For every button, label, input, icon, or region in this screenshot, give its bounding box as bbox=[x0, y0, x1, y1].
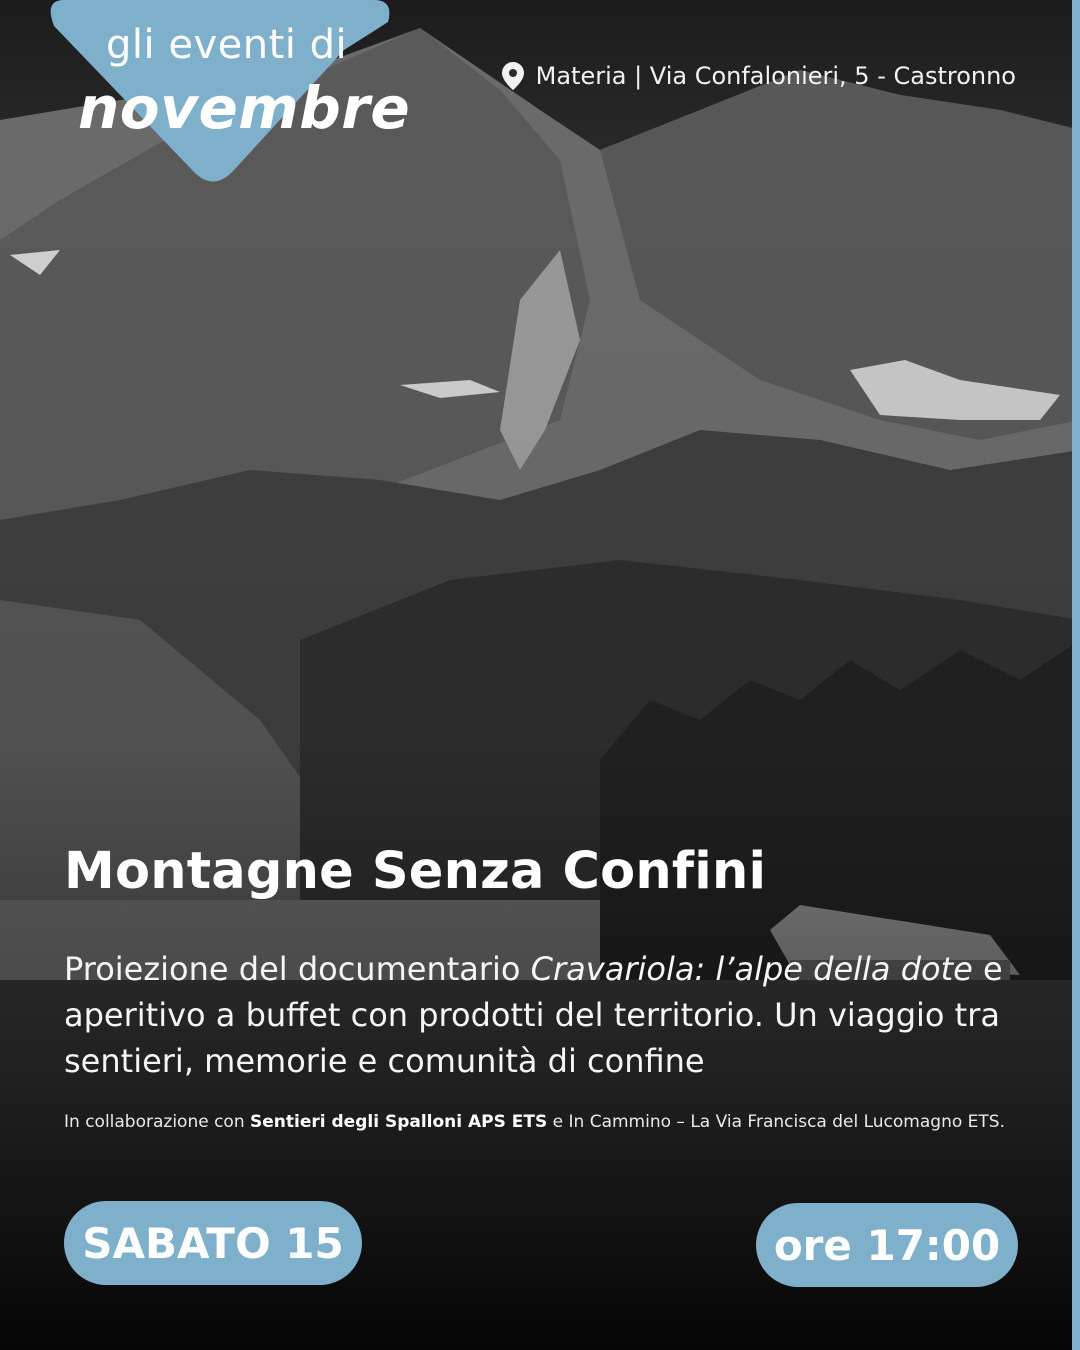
collab-rest: e In Cammino – La Via Francisca del Lucomagno ETS. bbox=[547, 1112, 1005, 1132]
documentary-title: Cravariola: l’alpe della dote bbox=[530, 950, 973, 988]
accent-edge-strip bbox=[1072, 0, 1080, 1350]
collab-intro: In collaborazione con bbox=[64, 1112, 251, 1132]
collaboration-note bbox=[64, 1112, 1054, 1132]
location-text: Materia | Via Confalonieri, 5 - Castronno bbox=[535, 62, 1016, 90]
event-title: Montagne Senza Confini bbox=[64, 842, 767, 901]
collab-partner: Sentieri degli Spalloni APS ETS bbox=[250, 1112, 548, 1132]
description-rest: e aperitivo a buffet con prodotti del territorio. Un viaggio tra sentieri, memorie e comunità di confine bbox=[64, 950, 1003, 1080]
event-location bbox=[502, 62, 1016, 90]
event-day-pill: SABATO 15 bbox=[64, 1201, 362, 1285]
map-pin-icon bbox=[502, 62, 524, 90]
badge-month: novembre bbox=[78, 74, 411, 142]
badge-subtitle: gli eventi di bbox=[106, 22, 348, 68]
description-intro: Proiezione del documentario bbox=[64, 950, 531, 988]
event-time-pill: ore 17:00 bbox=[756, 1203, 1018, 1287]
event-description bbox=[64, 946, 1024, 1084]
